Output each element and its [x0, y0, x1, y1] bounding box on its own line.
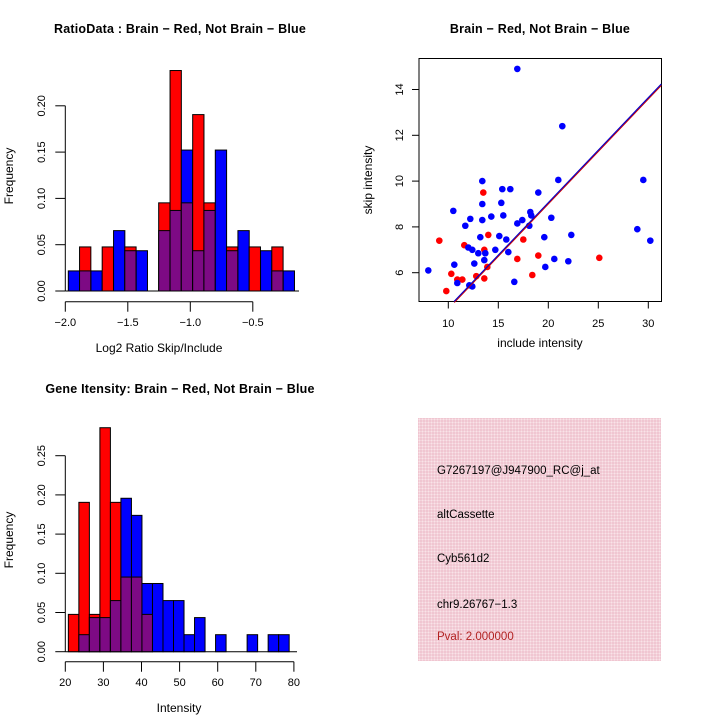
scatter-point-blue: [469, 247, 476, 254]
scatter-point-blue: [535, 189, 542, 196]
scatter-point-blue: [565, 258, 572, 265]
y-tick-label: 0.25: [36, 444, 48, 467]
scatter-point-blue: [514, 66, 521, 73]
histogram-overlap-bar: [121, 577, 132, 652]
y-tick-label: 14: [394, 83, 406, 96]
histogram-overlap-bar: [131, 577, 142, 652]
scatter-point-blue: [559, 123, 566, 130]
scatter-point-blue: [541, 234, 548, 241]
x-tick-label: −2.0: [54, 317, 77, 329]
y-axis: [36, 445, 65, 662]
x-tick-label: 15: [492, 318, 505, 330]
gene-name-text: Cyb561d2: [437, 553, 490, 565]
scatter-point-red: [436, 237, 443, 244]
chart-title: Gene Itensity: Brain − Red, Not Brain − Blue: [45, 382, 315, 396]
histogram-overlap-bar: [125, 251, 136, 291]
histogram-overlap-bar: [142, 614, 153, 651]
histogram-bar-blue: [238, 231, 249, 291]
panel-ratio-histogram: [0, 0, 360, 360]
x-tick-label: −1.5: [116, 317, 139, 329]
scatter-point-blue: [551, 256, 558, 263]
histogram-bar-blue: [268, 635, 279, 652]
histogram-overlap-bar: [204, 210, 215, 291]
x-axis: [54, 302, 263, 329]
scatter-point-blue: [492, 247, 499, 254]
scatter-point-red: [448, 271, 455, 278]
scatter-point-blue: [498, 200, 505, 207]
scatter-point-blue: [640, 177, 647, 184]
histogram-bar-blue: [247, 635, 258, 652]
histogram-bar-blue: [114, 231, 125, 291]
x-tick-label: 20: [542, 318, 555, 330]
y-tick-label: 0.20: [36, 484, 48, 506]
pval-text: Pval: 2.000000: [437, 631, 514, 643]
histogram-overlap-bar: [100, 618, 111, 652]
scatter-point-blue: [500, 212, 507, 219]
y-tick-label: 0.00: [36, 280, 48, 302]
scatter-point-blue: [507, 186, 514, 193]
histogram-bar-red: [102, 247, 113, 291]
y-tick-label: 0.10: [36, 187, 48, 210]
histogram-overlap-bar: [193, 251, 204, 291]
histogram-bar-blue: [279, 635, 290, 652]
histogram-bar-red: [249, 247, 260, 291]
y-axis: [394, 83, 419, 275]
histogram-bar-blue: [195, 618, 206, 652]
scatter-point-blue: [481, 257, 488, 264]
scatter-point-blue: [634, 226, 641, 233]
y-tick-label: 0.05: [36, 601, 48, 624]
histogram-bar-blue: [68, 271, 79, 291]
histogram-bar-blue: [163, 601, 174, 652]
ratio-histogram-plot: [0, 0, 360, 360]
histogram-overlap-bar: [79, 635, 90, 652]
y-axis: [36, 95, 65, 302]
y-tick-label: 8: [394, 223, 406, 230]
x-tick-label: −1.0: [179, 317, 202, 329]
x-axis: [59, 662, 300, 689]
scatter-point-blue: [548, 214, 555, 221]
scatter-point-red: [520, 236, 527, 243]
scatter-point-blue: [467, 216, 474, 223]
scatter-point-red: [514, 256, 521, 263]
y-axis-title: Frequency: [2, 147, 16, 205]
event-type-text: altCassette: [437, 509, 495, 521]
scatter-point-blue: [488, 213, 495, 220]
scatter-point-red: [443, 288, 450, 295]
y-tick-label: 0.00: [36, 640, 48, 663]
scatter-point-blue: [503, 236, 510, 243]
scatter-points: [425, 66, 654, 295]
scatter-point-red: [535, 252, 542, 259]
histogram-overlap-bar: [227, 251, 238, 291]
histogram-bar-blue: [184, 635, 195, 652]
x-tick-label: 70: [249, 677, 262, 689]
histogram-bar-red: [79, 502, 90, 651]
y-tick-label: 0.20: [36, 95, 48, 117]
x-tick-label: 80: [287, 677, 301, 689]
scatter-point-blue: [477, 234, 484, 241]
x-tick-label: 30: [97, 677, 110, 689]
scatter-point-blue: [471, 260, 478, 267]
scatter-point-blue: [462, 222, 469, 229]
x-tick-label: 50: [173, 677, 186, 689]
scatter-point-blue: [568, 232, 575, 239]
scatter-point-blue: [475, 250, 482, 257]
scatter-point-blue: [479, 178, 486, 185]
x-tick-label: 20: [59, 677, 72, 689]
histogram-bar-blue: [215, 150, 226, 291]
scatter-point-blue: [451, 261, 458, 268]
histogram-overlap-bar: [89, 618, 100, 652]
histogram-bar-blue: [261, 251, 272, 291]
x-axis-title: Intensity: [156, 701, 202, 715]
x-tick-label: 30: [642, 318, 655, 330]
histogram-overlap-bar: [110, 601, 121, 652]
scatter-point-blue: [555, 177, 562, 184]
x-axis-title: include intensity: [497, 336, 583, 350]
y-tick-label: 6: [394, 269, 406, 276]
scatter-point-blue: [454, 280, 461, 287]
scatter-point-blue: [482, 250, 489, 257]
histogram-bar-blue: [216, 635, 227, 652]
scatter-point-blue: [450, 208, 457, 215]
x-tick-label: 40: [135, 677, 148, 689]
histogram-overlap-bar: [80, 271, 91, 291]
gene-info-box: [418, 418, 661, 661]
histogram-overlap-bar: [159, 231, 170, 291]
scatter-point-blue: [479, 201, 486, 208]
scatter-point-blue: [647, 237, 654, 244]
x-axis: [442, 302, 654, 331]
panel-gene-info: [360, 360, 720, 720]
scatter-point-red: [480, 189, 487, 196]
y-tick-label: 12: [394, 129, 406, 142]
histogram-overlap-bar: [170, 210, 181, 291]
gene-intensity-histogram-plot: [0, 360, 360, 720]
scatter-point-blue: [505, 249, 512, 256]
y-axis-title: skip intensity: [361, 145, 375, 215]
x-tick-label: 10: [442, 318, 455, 330]
histogram-bar-blue: [283, 271, 294, 291]
x-axis-title: Log2 Ratio Skip/Include: [95, 341, 223, 355]
y-tick-label: 0.15: [36, 141, 48, 163]
panel-intensity-scatter: [360, 0, 720, 360]
scatter-point-blue: [425, 267, 432, 274]
scatter-point-red: [529, 272, 536, 279]
y-axis-title: Frequency: [2, 511, 16, 569]
y-tick-label: 0.15: [36, 523, 48, 545]
x-tick-label: −0.5: [241, 317, 264, 329]
locus-text: chr9.26767−1.3: [437, 599, 518, 611]
scatter-point-red: [596, 255, 603, 262]
histogram-bar-blue: [136, 251, 147, 291]
histogram-bars: [68, 71, 294, 291]
scatter-point-blue: [519, 217, 526, 224]
scatter-point-blue: [499, 186, 506, 193]
x-tick-label: 25: [592, 318, 605, 330]
histogram-bar-blue: [152, 583, 163, 651]
scatter-point-blue: [496, 233, 503, 240]
histogram-overlap-bar: [272, 271, 283, 291]
x-tick-label: 60: [211, 677, 224, 689]
y-tick-label: 0.10: [36, 562, 48, 585]
scatter-point-red: [485, 232, 492, 239]
scatter-point-blue: [511, 279, 518, 286]
chart-title: Brain − Red, Not Brain − Blue: [449, 22, 631, 36]
histogram-bar-red: [68, 614, 79, 651]
y-tick-label: 10: [394, 174, 406, 188]
chart-title: RatioData : Brain − Red, Not Brain − Blue: [54, 22, 306, 36]
scatter-point-blue: [542, 264, 549, 271]
histogram-bar-blue: [91, 271, 102, 291]
histogram-bar-blue: [174, 601, 185, 652]
scatter-point-blue: [479, 217, 486, 224]
panel-gene-intensity-histogram: [0, 360, 360, 720]
histogram-overlap-bar: [181, 203, 192, 291]
scatter-point-red: [481, 275, 488, 282]
y-tick-label: 0.05: [36, 233, 48, 256]
intensity-scatter-plot: [360, 0, 720, 360]
probe-id-text: G7267197@J947900_RC@j_at: [437, 465, 600, 477]
histogram-bars: [68, 428, 289, 652]
